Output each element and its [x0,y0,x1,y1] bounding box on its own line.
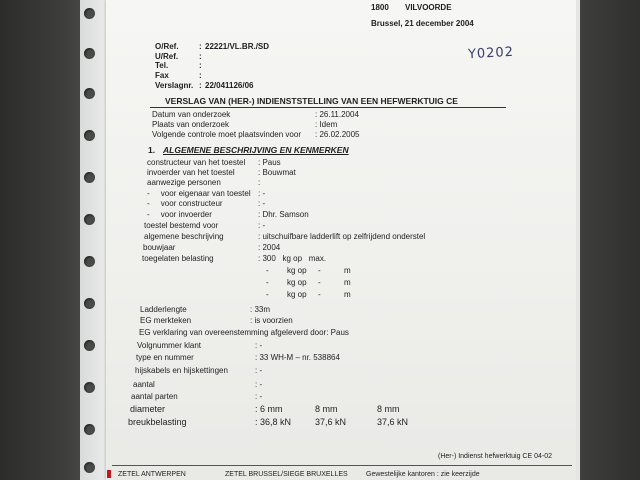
red-logo-mark [107,470,111,478]
diameter-label: diameter [130,404,166,414]
binder-holes [84,0,104,480]
tail-value: : 33 WH-M – nr. 538864 [255,353,340,362]
general-value: : - [258,199,266,208]
diameter-value: 8 mm [315,404,338,414]
general-value: : - [258,221,266,230]
tail-value: : - [255,341,263,350]
general-label: algemene beschrijving [144,232,224,241]
tail-label: aantal parten [131,392,178,401]
load-cell: - [318,278,321,287]
footer-rule [112,465,572,466]
report-title: VERSLAG VAN (HER-) INDIENSTSTELLING VAN EEN HEFWERKTUIG CE [165,96,458,106]
inspection-value: : 26.11.2004 [315,110,359,119]
general-label: aanwezige personen [147,178,221,187]
diameter-value: : 6 mm [255,404,283,414]
inspection-value: : Idem [315,120,338,129]
general-value: : Dhr. Samson [258,210,309,219]
general-label: invoerder van het toestel [147,168,235,177]
general-label: - voor constructeur [147,199,223,208]
general-value: : Paus [258,158,281,167]
load-cell: - [318,266,321,275]
ref-sep: : [199,61,202,70]
tail-label: Volgnummer klant [137,341,202,350]
inspection-label: Datum van onderzoek [152,110,231,119]
diameter-value: 8 mm [377,404,400,414]
load-cell: - [266,290,269,299]
ref-label: Fax [155,71,169,80]
ladder-value: : is voorzien [250,316,293,325]
section-title: ALGEMENE BESCHRIJVING EN KENMERKEN [163,145,349,155]
general-label: toegelaten belasting [142,254,214,263]
load-cell: m [344,266,351,275]
background-left [0,0,90,480]
general-value: : uitschuifbare ladderlift op zelfrijdend onderstel [258,232,426,241]
city: VILVOORDE [405,3,452,12]
general-value: : Bouwmat [258,168,296,177]
load-cell: - [318,290,321,299]
inspection-label: Plaats van onderzoek [152,120,229,129]
tail-label: aantal [133,380,155,389]
date-line: Brussel, 21 december 2004 [371,19,474,28]
load-cell: m [344,290,351,299]
general-label: - voor eigenaar van toestel [147,189,251,198]
ref-sep: : [199,81,202,90]
tail-value: : - [255,380,263,389]
general-label: - voor invoerder [147,210,212,219]
section-number: 1. [148,145,156,155]
general-value: : - [258,189,266,198]
ref-sep: : [199,71,202,80]
ref-label: U/Ref. [155,52,179,61]
general-value: : [258,178,261,187]
general-value: : 300 kg op max. [258,254,327,263]
load-cell: - [266,266,269,275]
footer-brussel: ZETEL BRUSSEL/SIEGE BRUXELLES [225,471,348,478]
load-cell: kg op [287,278,307,287]
handwritten-note: Y0202 [467,44,515,63]
breaking-load-label: breukbelasting [128,417,187,427]
general-label: bouwjaar [143,243,176,252]
inspection-value: : 26.02.2005 [315,130,360,139]
footer-regional: Gewestelijke kantoren : zie keerzijde [366,471,480,478]
ref-value: 22221/VL.BR./SD [205,42,270,51]
ref-label: O/Ref. [155,42,179,51]
footer-antwerpen: ZETEL ANTWERPEN [118,471,186,478]
load-cell: - [266,278,269,287]
load-cell: kg op [287,290,307,299]
general-label: constructeur van het toestel [147,158,246,167]
ref-sep: : [199,52,202,61]
breaking-load-value: 37,6 kN [315,417,347,427]
ref-label: Verslagnr. [155,81,194,90]
load-cell: m [344,278,351,287]
tail-value: : - [255,366,263,375]
postcode: 1800 [371,3,389,12]
general-value: : 2004 [258,243,281,252]
tail-value: : - [255,392,263,401]
ladder-label: EG merkteken [140,316,192,325]
form-reference: (Her-) Indienst hefwerktuig CE 04-02 [438,453,552,460]
tail-label: hijskabels en hijskettingen [135,366,228,375]
breaking-load-value: 37,6 kN [377,417,409,427]
eg-declaration: EG verklaring van overeenstemming afgeleverd door: Paus [139,328,349,337]
inspection-label: Volgende controle moet plaatsvinden voor [152,130,301,139]
general-label: toestel bestemd voor [144,221,219,230]
ladder-label: Ladderlengte [140,305,187,314]
ref-value: 22/041126/06 [205,81,254,90]
ref-label: Tel. [155,61,169,70]
breaking-load-value: : 36,8 kN [255,417,292,427]
load-cell: kg op [287,266,307,275]
title-rule [150,107,506,108]
tail-label: type en nummer [136,353,194,362]
ref-sep: : [199,42,202,51]
ladder-value: : 33m [250,305,271,314]
